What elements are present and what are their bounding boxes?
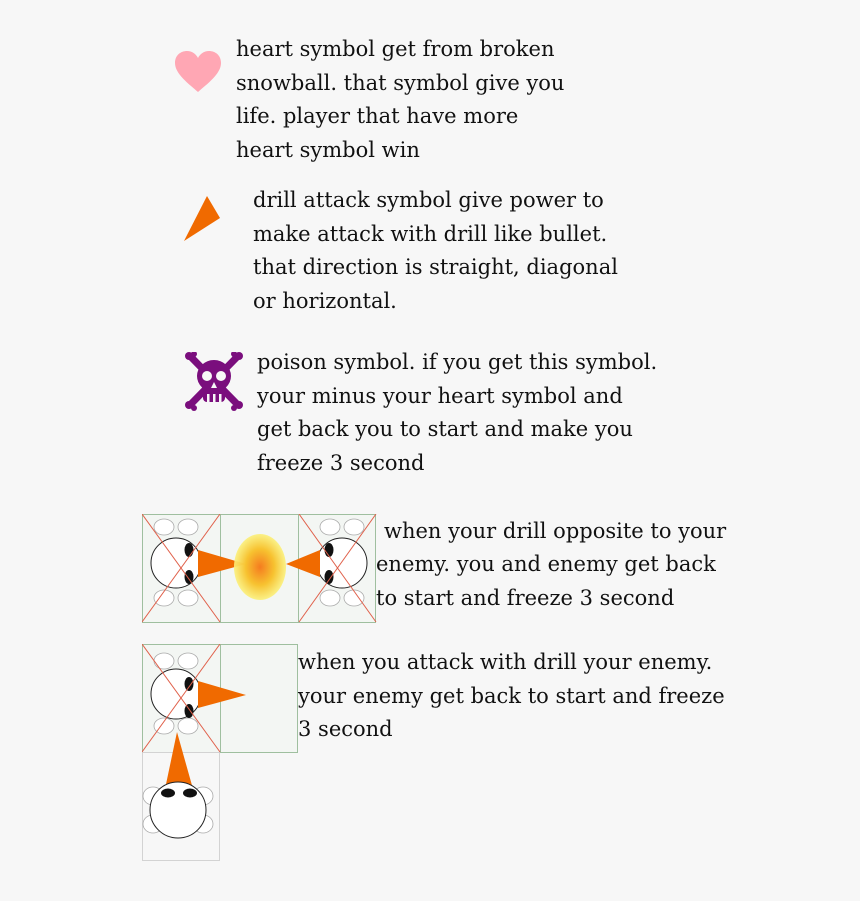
text-line: heart symbol win: [236, 137, 420, 162]
drills-clash-description: [376, 548, 716, 615]
text-line: snowball. that symbol give you: [236, 70, 565, 95]
explosion-icon: [234, 534, 286, 600]
text-line: enemy. you and enemy get back: [376, 552, 716, 576]
drill-hits-enemy-illustration: [142, 644, 302, 866]
poison-symbol-description: [257, 346, 657, 480]
text-line: drill attack symbol give power to: [253, 188, 604, 212]
text-line: heart symbol get from broken: [236, 37, 555, 61]
drill-hits-enemy-description: [298, 646, 725, 747]
drills-clash-illustration: [142, 514, 378, 628]
heart-symbol-description: [236, 33, 564, 167]
text-line: when you attack with drill your enemy.: [298, 650, 713, 674]
drill-icon: [180, 192, 224, 248]
text-line: 3 second: [298, 717, 393, 741]
heart-icon: [173, 50, 223, 98]
skull-crossbones-icon: [185, 352, 243, 416]
text-line: life. player that have more: [236, 104, 519, 128]
text-line: poison symbol. if you get this symbol.: [257, 350, 658, 374]
text-line: freeze 3 second: [257, 450, 425, 475]
text-line: or horizontal.: [253, 288, 397, 313]
text-line: to start and freeze 3 second: [376, 585, 675, 610]
text-line: get back you to start and make you: [257, 417, 633, 441]
drill-symbol-description: [253, 184, 618, 318]
text-line: your enemy get back to start and freeze: [298, 683, 725, 708]
text-line: when your drill opposite to your: [384, 519, 727, 543]
drills-clash-description-line-1: [384, 515, 726, 549]
text-line: make attack with drill like bullet.: [253, 221, 608, 246]
text-line: that direction is straight, diagonal: [253, 255, 618, 279]
text-line: your minus your heart symbol and: [257, 383, 623, 408]
